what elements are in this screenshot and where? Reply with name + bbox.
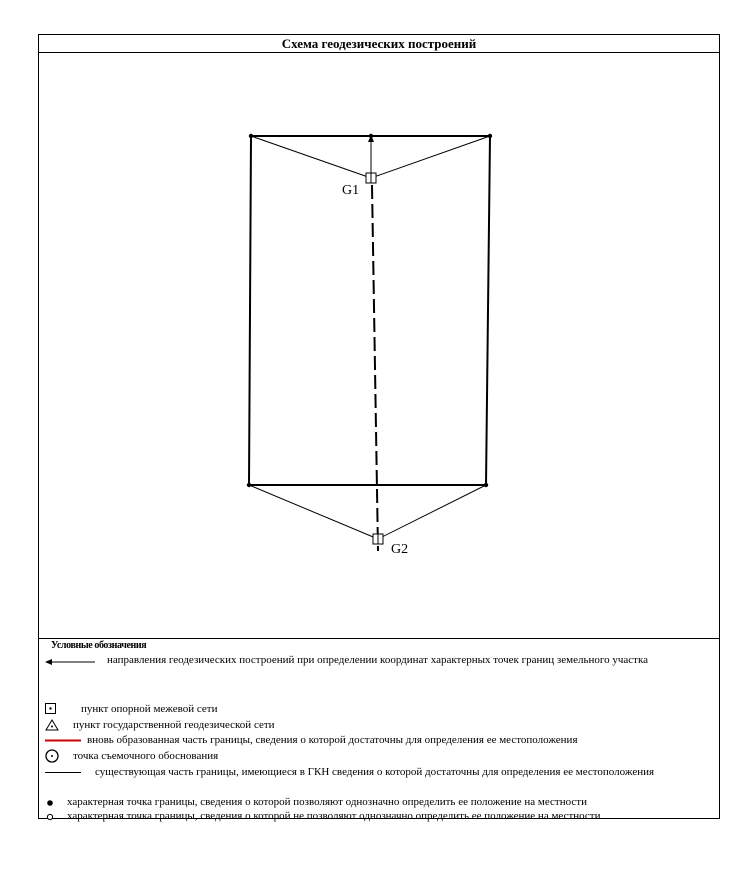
hollow-dot-icon bbox=[46, 813, 54, 821]
vertex-top-mid bbox=[369, 134, 373, 138]
g1-ray-left bbox=[251, 136, 371, 178]
legend-item-boundary-point bbox=[39, 702, 709, 717]
vertex-top-left bbox=[249, 134, 253, 138]
legend-title: Условные обозначения bbox=[51, 640, 147, 651]
g2-ray-right bbox=[378, 485, 486, 539]
vertex-bottom-left bbox=[247, 483, 251, 487]
g2-ray-left bbox=[249, 485, 378, 539]
legend-item-existing-boundary bbox=[39, 765, 709, 795]
legend-text-survey-point: точка съемочного обоснования bbox=[73, 750, 219, 762]
red-line-icon bbox=[45, 739, 81, 742]
scheme-frame bbox=[38, 34, 720, 822]
legend-item-undefined-point bbox=[39, 809, 709, 824]
legend-text-existing-boundary: существующая часть границы, имеющиеся в ГКН сведения о которой достаточны для определения ее местоположения bbox=[95, 766, 655, 778]
legend-item-new-boundary bbox=[39, 733, 709, 748]
legend-item-survey-point bbox=[39, 749, 709, 764]
g1-label: G1 bbox=[342, 183, 360, 198]
survey-point-icon bbox=[45, 749, 59, 763]
legend-text-defined-point: характерная точка границы, сведения о которой позволяют однозначно определить ее положение на местности bbox=[67, 796, 587, 808]
legend-text-new-boundary: вновь образованная часть границы, сведения о которой достаточны для определения ее местоположения bbox=[87, 734, 578, 746]
filled-dot-icon bbox=[46, 799, 54, 807]
boundary-network-point-icon bbox=[45, 703, 57, 715]
g1-ray-right bbox=[371, 136, 490, 178]
parcel-boundary bbox=[249, 136, 490, 485]
traverse-line bbox=[372, 185, 378, 551]
legend-item-directions bbox=[39, 653, 709, 685]
legend-text-undefined-point: характерная точка границы, сведения о которой не позволяют однозначно определить ее положение на местности bbox=[67, 810, 601, 822]
state-geodetic-point-icon bbox=[45, 719, 59, 731]
legend-text-directions: направления геодезических построений при определении координат характерных точек границ земельного участка bbox=[107, 654, 649, 666]
legend-text-state-point: пункт государственной геодезической сети bbox=[73, 719, 275, 731]
legend-item-state-point bbox=[39, 718, 709, 733]
vertex-bottom-right bbox=[484, 483, 488, 487]
g2-label: G2 bbox=[391, 542, 409, 557]
legend bbox=[39, 638, 719, 822]
legend-text-boundary-point: пункт опорной межевой сети bbox=[81, 703, 218, 715]
page-title: Схема геодезических построений bbox=[39, 35, 719, 53]
geodetic-scheme-drawing bbox=[39, 53, 719, 638]
legend-item-defined-point bbox=[39, 795, 709, 810]
vertex-top-right bbox=[488, 134, 492, 138]
